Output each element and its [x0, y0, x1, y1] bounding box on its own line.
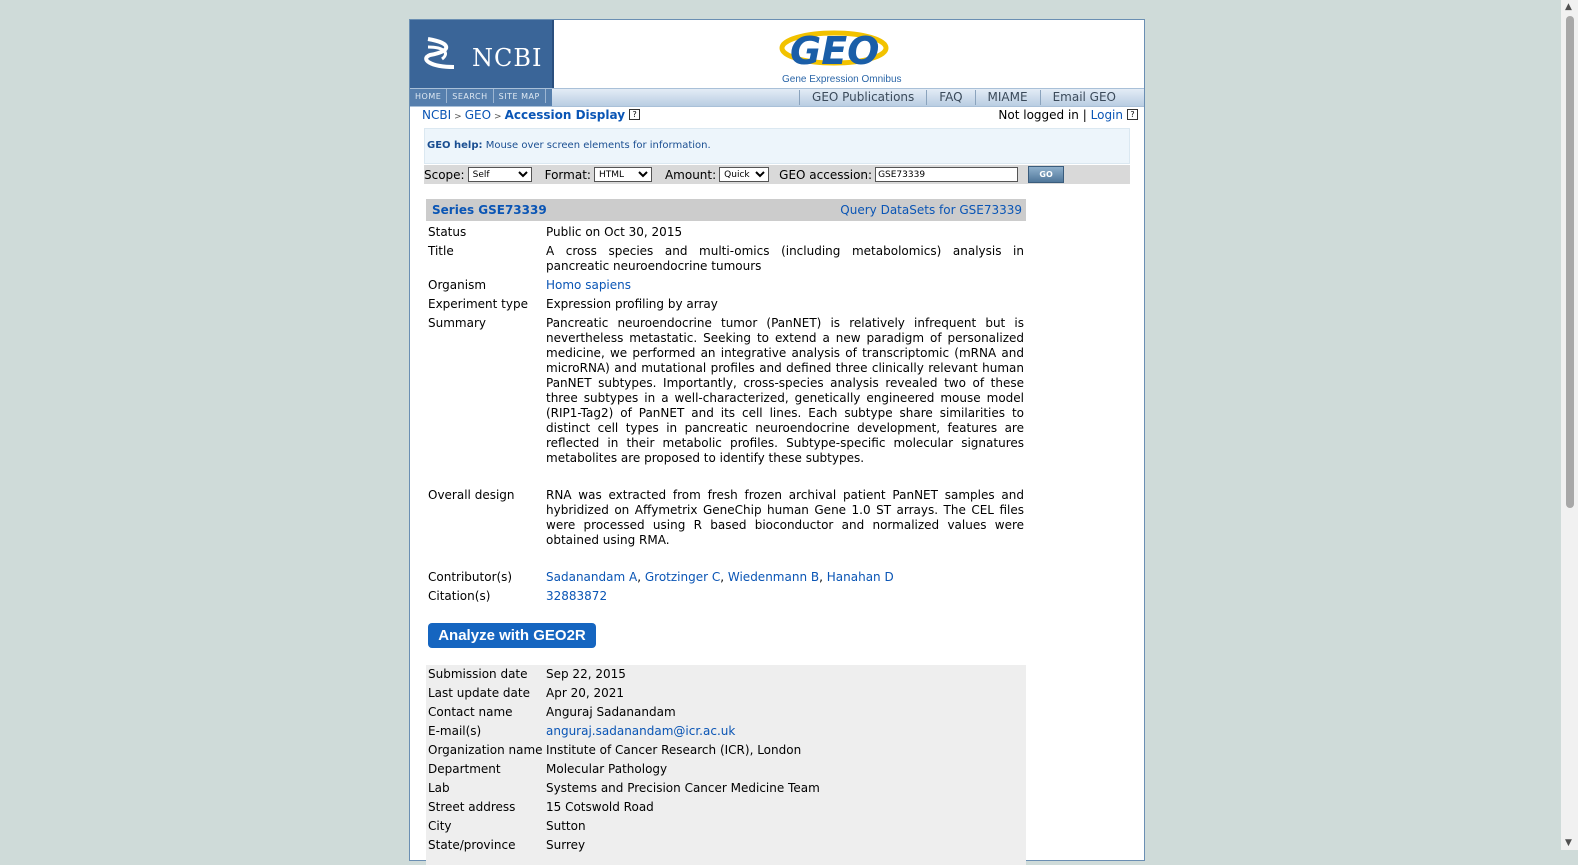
format-label: Format: — [544, 167, 591, 182]
geo-logo[interactable] — [770, 26, 910, 86]
contributor-link[interactable]: Hanahan D — [826, 570, 894, 584]
login-area — [998, 108, 1138, 122]
field-label: Contact name — [428, 705, 513, 719]
amount-select[interactable] — [719, 167, 769, 182]
field-value: Public on Oct 30, 2015 — [546, 225, 683, 239]
citation-link[interactable]: 32883872 — [546, 589, 608, 603]
ncbi-nav — [410, 89, 552, 106]
nav-geo-publications[interactable]: GEO Publications — [799, 90, 926, 105]
field-label: Summary — [428, 316, 486, 330]
nav-site-map[interactable]: SITE MAP — [494, 89, 546, 103]
field-value: A cross species and multi-omics (including metabolomics) analysis in pancreatic neuroendocrine tumours — [546, 244, 1024, 273]
query-form — [424, 165, 1130, 184]
field-label: Experiment type — [428, 297, 528, 311]
contributor-link[interactable]: Grotzinger C — [644, 570, 721, 584]
field-label: Status — [428, 225, 467, 239]
scroll-thumb[interactable] — [1566, 16, 1574, 508]
series-title: Series GSE73339 — [432, 203, 547, 217]
contributor-list: Sadanandam A, Grotzinger C, Wiedenmann B, Hanahan D — [546, 570, 894, 584]
field-value: Sep 22, 2015 — [546, 667, 626, 681]
field-value: Sutton — [546, 819, 586, 833]
amount-label: Amount: — [664, 167, 717, 182]
geo-page — [409, 19, 1145, 861]
field-value: Systems and Precision Cancer Medicine Team — [546, 781, 820, 795]
field-label: Last update date — [428, 686, 530, 700]
field-label: State/province — [428, 838, 516, 852]
field-value: Apr 20, 2021 — [546, 686, 625, 700]
login-divider: | — [1082, 108, 1087, 122]
breadcrumb-ncbi[interactable]: NCBI — [422, 108, 452, 122]
organism-link[interactable]: Homo sapiens — [546, 278, 632, 292]
breadcrumb-current: Accession Display — [504, 108, 626, 122]
scroll-down-arrow-icon[interactable]: ▼ — [1565, 838, 1572, 848]
nav-miame[interactable]: MIAME — [975, 90, 1040, 105]
ncbi-logo[interactable] — [410, 20, 554, 88]
svg-text:GEO: GEO — [790, 29, 880, 73]
field-value: Anguraj Sadanandam — [546, 705, 676, 719]
help-text: Mouse over screen elements for information. — [485, 140, 711, 151]
field-label: Department — [428, 762, 501, 776]
field-label: Title — [428, 244, 454, 258]
field-value: 15 Cotswold Road — [546, 800, 654, 814]
help-bar — [424, 128, 1130, 164]
query-datasets-link[interactable]: Query DataSets for GSE73339 — [840, 203, 1022, 217]
field-label: Citation(s) — [428, 589, 491, 603]
contributor-link[interactable]: Wiedenmann B — [727, 570, 820, 584]
field-label: Organization name — [428, 743, 543, 757]
field-label: E-mail(s) — [428, 724, 482, 738]
scroll-up-arrow-icon[interactable]: ▲ — [1565, 2, 1572, 12]
field-value: RNA was extracted from fresh frozen archival patient PanNET samples and hybridized on Affymetrix GeneChip human Gene 1.0 ST arrays. The CEL files were processed using R based bioconductor and normalized values were obtained using RMA. — [546, 488, 1024, 547]
field-value: Molecular Pathology — [546, 762, 668, 776]
field-label: Contributor(s) — [428, 570, 513, 584]
vertical-scrollbar[interactable] — [1561, 0, 1578, 850]
contributor-link[interactable]: Sadanandam A — [546, 570, 638, 584]
nav-faq[interactable]: FAQ — [926, 90, 974, 105]
nav-search[interactable]: SEARCH — [447, 89, 493, 103]
breadcrumb-separator: > — [494, 112, 502, 122]
go-button[interactable]: GO — [1028, 166, 1064, 183]
analyze-geo2r-button[interactable]: Analyze with GEO2R — [428, 623, 596, 648]
geo-logo-icon — [770, 26, 910, 74]
nav-home[interactable]: HOME — [410, 89, 447, 103]
help-label: GEO help: — [427, 140, 483, 151]
field-value: Expression profiling by array — [546, 297, 718, 311]
email-link[interactable]: anguraj.sadanandam@icr.ac.uk — [546, 724, 736, 738]
field-value: Institute of Cancer Research (ICR), London — [546, 743, 802, 757]
series-header — [426, 199, 1026, 221]
field-label: City — [428, 819, 452, 833]
breadcrumb-separator: > — [454, 112, 462, 122]
field-label: Overall design — [428, 488, 515, 502]
breadcrumb — [422, 108, 640, 122]
login-link[interactable]: Login — [1090, 108, 1123, 122]
login-status: Not logged in — [998, 108, 1079, 122]
breadcrumb-geo[interactable]: GEO — [464, 108, 492, 122]
field-label: Lab — [428, 781, 450, 795]
nav-email-geo[interactable]: Email GEO — [1040, 90, 1128, 105]
help-icon[interactable]: ? — [629, 109, 640, 120]
nav-bar — [410, 88, 1144, 107]
geo-nav — [799, 90, 1128, 105]
accession-input[interactable] — [875, 167, 1018, 182]
field-label: Organism — [428, 278, 487, 292]
scope-select[interactable] — [468, 167, 532, 182]
ncbi-logo-text: NCBI — [472, 44, 543, 72]
field-value: Pancreatic neuroendocrine tumor (PanNET) is relatively infrequent but is nevertheless metastatic. Seeking to extend a new paradigm of personalized medicine, we performed an integrative analysis of transcriptomic (mRNA and microRNA) and mutational profiles and defined three clinically relevant human PanNET subtypes. Importantly, cross-species analysis revealed two of these three subtypes in a well-characterized, genetically engineered mouse model (RIP1-Tag2) of PanNET and its cell lines. Each subtype share similarities to distinct cell types in pancreatic neuroendocrine development, features are reflected in their metabolic profiles. Subtype-specific molecular signatures metabolites are proposed to identify these subtypes. — [546, 316, 1024, 465]
login-help-icon[interactable]: ? — [1127, 109, 1138, 120]
ncbi-helix-icon — [422, 33, 460, 73]
format-select[interactable] — [594, 167, 652, 182]
geo-tagline: Gene Expression Omnibus — [782, 74, 902, 85]
field-label: Submission date — [428, 667, 528, 681]
scope-label: Scope: — [424, 167, 465, 182]
accession-label: GEO accession: — [779, 167, 873, 182]
field-label: Street address — [428, 800, 516, 814]
field-value: Surrey — [546, 838, 586, 852]
